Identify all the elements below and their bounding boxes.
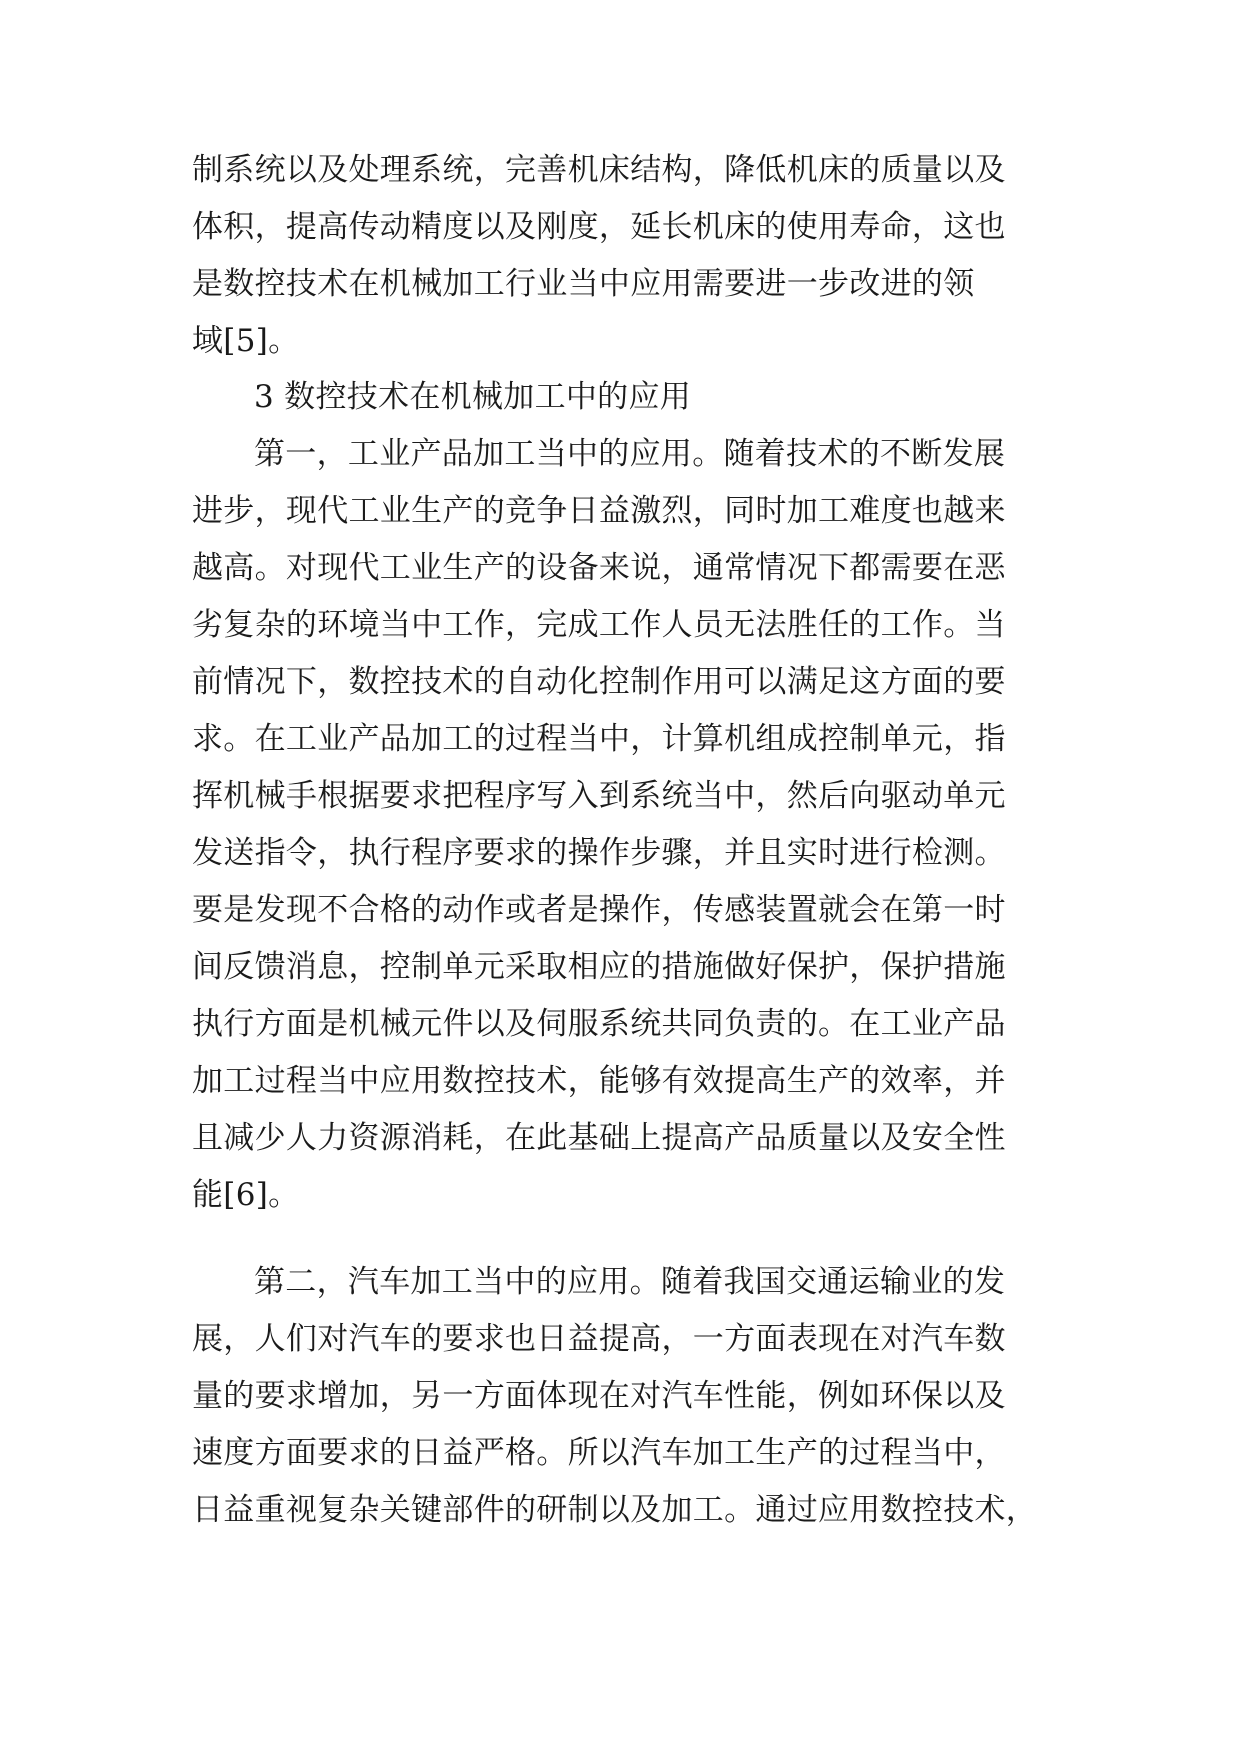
text-line: 日益重视复杂关键部件的研制以及加工。通过应用数控技术， (192, 1492, 1038, 1528)
text-line: 间反馈消息，控制单元采取相应的措施做好保护，保护措施 (192, 949, 1006, 985)
text-line: 执行方面是机械元件以及伺服系统共同负责的。在工业产品 (192, 1006, 1006, 1042)
text-line: 进步，现代工业生产的竞争日益激烈，同时加工难度也越来 (192, 493, 1006, 529)
text-line: 制系统以及处理系统，完善机床结构，降低机床的质量以及 (192, 152, 1006, 188)
text-line: 量的要求增加，另一方面体现在对汽车性能，例如环保以及 (192, 1378, 1006, 1414)
text-line: 展，人们对汽车的要求也日益提高，一方面表现在对汽车数 (192, 1321, 1006, 1357)
text-line: 能[6]。 (192, 1177, 300, 1213)
paragraph-first-line: 第二，汽车加工当中的应用。随着我国交通运输业的发 (254, 1264, 1006, 1300)
paragraph-first-line: 第一，工业产品加工当中的应用。随着技术的不断发展 (254, 436, 1006, 472)
text-line: 越高。对现代工业生产的设备来说，通常情况下都需要在恶 (192, 550, 1006, 586)
text-line: 是数控技术在机械加工行业当中应用需要进一步改进的领 (192, 266, 975, 302)
text-line: 且减少人力资源消耗，在此基础上提高产品质量以及安全性 (192, 1120, 1006, 1156)
section-heading: 3 数控技术在机械加工中的应用 (254, 379, 692, 415)
text-line: 域[5]。 (192, 323, 300, 359)
text-line: 速度方面要求的日益严格。所以汽车加工生产的过程当中， (192, 1435, 1006, 1471)
text-line: 挥机械手根据要求把程序写入到系统当中，然后向驱动单元 (192, 778, 1006, 814)
text-line: 劣复杂的环境当中工作，完成工作人员无法胜任的工作。当 (192, 607, 1006, 643)
text-line: 求。在工业产品加工的过程当中，计算机组成控制单元，指 (192, 721, 1006, 757)
text-line: 前情况下，数控技术的自动化控制作用可以满足这方面的要 (192, 664, 1006, 700)
text-line: 要是发现不合格的动作或者是操作，传感装置就会在第一时 (192, 892, 1006, 928)
text-line: 发送指令，执行程序要求的操作步骤，并且实时进行检测。 (192, 835, 1006, 871)
text-line: 加工过程当中应用数控技术，能够有效提高生产的效率，并 (192, 1063, 1006, 1099)
text-line: 体积，提高传动精度以及刚度，延长机床的使用寿命，这也 (192, 209, 1006, 245)
